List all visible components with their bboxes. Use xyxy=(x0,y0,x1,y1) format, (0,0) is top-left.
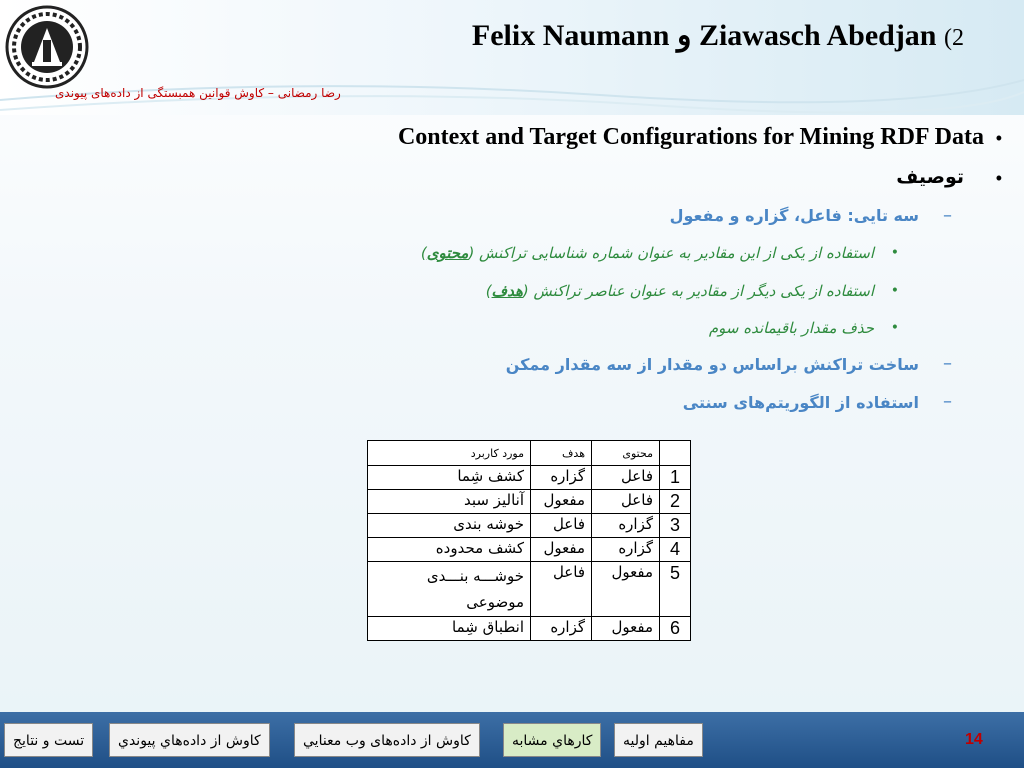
title-and: و xyxy=(676,19,692,52)
cell-index: 4 xyxy=(660,538,691,562)
dash-marker: – xyxy=(943,205,952,226)
cell-target: فاعل xyxy=(531,514,592,538)
cell-target: فاعل xyxy=(531,562,592,617)
title-number: (2 xyxy=(944,25,964,51)
nav-tests-results[interactable]: تست و نتايج xyxy=(4,723,93,757)
slide-subtitle: رضا رمضانی – کاوش قوانین همبستگی از داده‌های پیوندی xyxy=(55,86,341,100)
header-wave xyxy=(0,70,1024,130)
cell-context: مفعول xyxy=(592,562,660,617)
cell-context: مفعول xyxy=(592,617,660,641)
item-build-transaction: ساخت تراکنش براساس دو مقدار از سه مقدار ممکن xyxy=(505,355,919,374)
title-name1: Felix Naumann xyxy=(471,19,670,52)
table-row xyxy=(368,490,691,514)
cell-target: مفعول xyxy=(531,490,592,514)
cell-usage: آنالیز سبد xyxy=(368,490,531,514)
sub-bullet-dot: • xyxy=(890,283,899,299)
cell-context: گزاره xyxy=(592,538,660,562)
nav-basic-concepts[interactable]: مفاهیم اولیه xyxy=(614,723,703,757)
bullet-description: توصیف xyxy=(896,166,964,188)
nav-semantic-web-mining[interactable]: کاوش از داده‌های وب معنايي xyxy=(294,723,480,757)
item-classic-algorithms: استفاده از الگوریتم‌های سنتی xyxy=(682,393,919,412)
sub-bullet-dot: • xyxy=(890,245,899,261)
table-row xyxy=(368,617,691,641)
bullet-english: Context and Target Configurations for Mining RDF Data xyxy=(397,124,984,150)
header-index xyxy=(660,441,691,466)
table-row xyxy=(368,466,691,490)
nav-related-work[interactable]: کارهاي مشابه xyxy=(503,723,601,757)
cell-index: 3 xyxy=(660,514,691,538)
nav-linked-data-mining[interactable]: کاوش از داده‌هاي پيوندي xyxy=(109,723,270,757)
dash-marker: – xyxy=(943,391,952,412)
cell-usage: خوشـــه بنـــدی موضوعی xyxy=(368,562,531,617)
table-header-row xyxy=(368,441,691,466)
sub-item-remove: حذف مقدار باقیمانده سوم xyxy=(708,319,874,337)
cell-index: 2 xyxy=(660,490,691,514)
cell-usage: خوشه بندی xyxy=(368,514,531,538)
configurations-table xyxy=(367,440,691,641)
title-name2: Ziawasch Abedjan xyxy=(698,19,937,52)
cell-usage: کشف محدوده xyxy=(368,538,531,562)
table-row xyxy=(368,538,691,562)
bullet-dot: • xyxy=(995,128,1002,148)
cell-target: مفعول xyxy=(531,538,592,562)
table-row xyxy=(368,514,691,538)
sub-bullet-dot: • xyxy=(890,320,899,336)
header-usage: مورد کاربرد xyxy=(368,441,531,466)
cell-usage: کشف شِما xyxy=(368,466,531,490)
cell-target: گزاره xyxy=(531,466,592,490)
cell-context: گزاره xyxy=(592,514,660,538)
cell-index: 1 xyxy=(660,466,691,490)
cell-target: گزاره xyxy=(531,617,592,641)
cell-context: فاعل xyxy=(592,466,660,490)
page-number: 14 xyxy=(965,731,983,748)
cell-context: فاعل xyxy=(592,490,660,514)
table-row xyxy=(368,562,691,617)
sub-item-target: استفاده از یکی دیگر از مقادیر به عنوان عناصر تراکنش (هدف) xyxy=(485,282,874,300)
cell-usage: انطباق شِما xyxy=(368,617,531,641)
cell-index: 5 xyxy=(660,562,691,617)
item-triple: سه تایی: فاعل، گزاره و مفعول xyxy=(669,206,919,225)
bullet-dot: • xyxy=(995,168,1002,188)
header-context: محتوی xyxy=(592,441,660,466)
sub-item-context: استفاده از یکی از این مقادیر به عنوان شماره شناسایی تراکنش (محتوی) xyxy=(420,244,874,262)
dash-marker: – xyxy=(943,353,952,374)
header-target: هدف xyxy=(531,441,592,466)
slide-title xyxy=(472,18,964,53)
cell-index: 6 xyxy=(660,617,691,641)
university-logo-icon xyxy=(4,4,90,90)
